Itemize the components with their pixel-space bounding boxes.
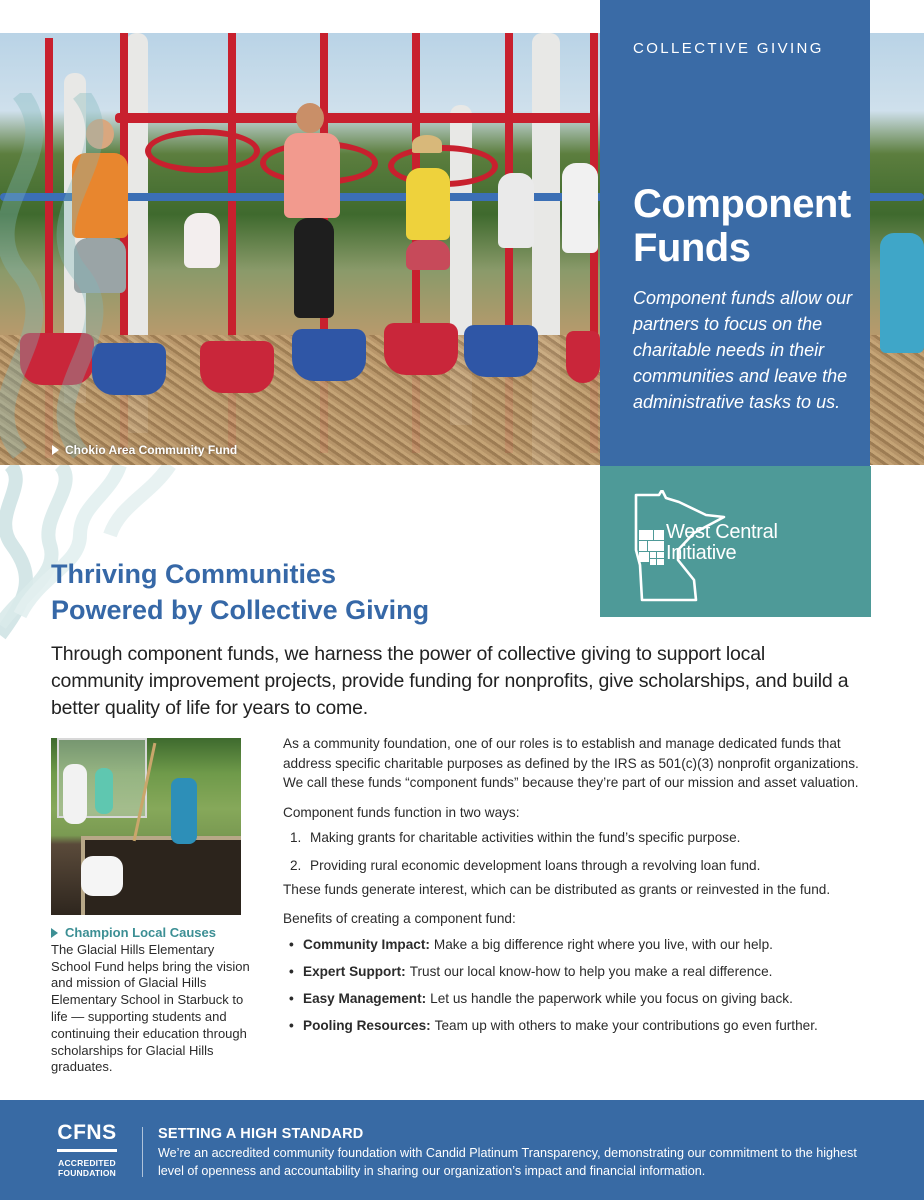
logo-line: West Central: [666, 521, 778, 543]
photo-detail: [95, 768, 113, 814]
side-caption-title: [51, 925, 256, 942]
photo-detail: [406, 168, 450, 240]
footer-divider: [142, 1127, 143, 1177]
bullet-icon: •: [289, 990, 294, 1006]
kicker-label: COLLECTIVE GIVING: [633, 40, 824, 57]
logo-box: [600, 466, 871, 617]
list-item: [283, 989, 863, 1009]
list-item: [283, 828, 863, 848]
title-panel: [600, 0, 870, 466]
list-item: [283, 935, 863, 955]
functions-list: [283, 828, 863, 875]
cfns-badge: [57, 1122, 117, 1178]
photo-detail: [171, 778, 197, 844]
photo-detail: [292, 329, 366, 381]
benefit-text: Trust our local know-how to help you make a real difference.: [409, 963, 773, 979]
benefit-label: Easy Management:: [303, 990, 427, 1006]
lead-paragraph: Through component funds, we harness the power of collective giving to support local community improvement projects, provide funding for nonprofits, give scholarships, and build a better quality of life for years to come.: [51, 643, 849, 719]
photo-detail: [412, 135, 442, 153]
bullet-icon: •: [289, 936, 294, 952]
page-title: [633, 182, 851, 270]
photo-detail: [296, 103, 324, 133]
photo-detail: [562, 163, 598, 253]
list-item: [283, 856, 863, 876]
footer-title: SETTING A HIGH STANDARD: [158, 1126, 364, 1142]
cfns-badge-title: CFNS: [57, 1121, 117, 1144]
list-item-text: Providing rural economic development loans through a revolving loan fund.: [310, 857, 761, 873]
section-headline: [51, 556, 429, 628]
logo-wordmark: [666, 522, 778, 564]
cfns-badge-rule: [57, 1149, 117, 1152]
photo-detail: [115, 113, 595, 123]
wave-decoration-icon: [0, 93, 180, 465]
photo-caption-text: Chokio Area Community Fund: [65, 443, 238, 457]
side-photo: [51, 738, 241, 915]
play-triangle-icon: [52, 445, 59, 455]
list-number: 2.: [290, 857, 302, 873]
benefit-text: Make a big difference right where you live, with our help.: [433, 936, 773, 952]
photo-detail: [294, 218, 334, 318]
list-item: [283, 1016, 863, 1036]
benefit-text: Team up with others to make your contributions go even further.: [434, 1018, 818, 1034]
photo-detail: [184, 213, 220, 268]
photo-detail: [566, 331, 600, 383]
cfns-badge-subtitle: FOUNDATION: [57, 1168, 117, 1178]
footer: [0, 1100, 924, 1200]
side-caption-title-text: Champion Local Causes: [65, 925, 216, 940]
photo-detail: [284, 133, 340, 218]
photo-detail: [200, 341, 274, 393]
cfns-badge-subtitle: ACCREDITED: [58, 1158, 116, 1168]
side-caption-text: The Glacial Hills Elementary School Fund helps bring the vision and mission of Glacial Hills Elementary School in Starbuck to life — supporting students and continuing their education through scholarships for Glacial Hills graduates.: [51, 941, 250, 1075]
photo-detail: [498, 173, 534, 248]
benefit-label: Pooling Resources:: [303, 1018, 431, 1034]
benefits-intro: Benefits of creating a component fund:: [283, 911, 516, 927]
intro-paragraph: As a community foundation, one of our roles is to establish and manage dedicated funds that address specific charitable purposes as defined by the IRS as 501(c)(3) nonprofit organizations. We call these funds “component funds” because they’re part of our mission and asset valuation.: [283, 736, 859, 791]
list-item-text: Making grants for charitable activities within the fund’s specific purpose.: [310, 830, 741, 846]
panel-description: Component funds allow our partners to focus on the charitable needs in their communities and leave the administrative tasks to us.: [633, 288, 853, 412]
body-content: [283, 734, 863, 1043]
page-title-line: Component: [633, 182, 851, 226]
benefit-label: Community Impact:: [303, 936, 430, 952]
bullet-icon: •: [289, 1018, 294, 1034]
photo-detail: [81, 856, 123, 896]
photo-detail: [464, 325, 538, 377]
interest-note: These funds generate interest, which can be distributed as grants or reinvested in the fund.: [283, 881, 831, 897]
benefits-list: [283, 935, 863, 1036]
benefit-label: Expert Support:: [303, 963, 406, 979]
photo-caption: [52, 443, 237, 457]
headline-line: Thriving Communities: [51, 559, 337, 589]
photo-detail: [384, 323, 458, 375]
photo-detail: [880, 233, 924, 353]
headline-line: Powered by Collective Giving: [51, 595, 430, 625]
page-title-line: Funds: [633, 226, 751, 270]
play-triangle-icon: [51, 928, 58, 938]
footer-text: We’re an accredited community foundation with Candid Platinum Transparency, demonstrating our commitment to the highest level of openness and accountability in sharing our organization’s impact and financial information.: [158, 1146, 857, 1178]
functions-intro: Component funds function in two ways:: [283, 804, 520, 820]
photo-detail: [406, 240, 450, 270]
benefit-text: Let us handle the paperwork while you focus on giving back.: [430, 990, 793, 1006]
list-number: 1.: [290, 830, 302, 846]
logo-line: Initiative: [666, 542, 737, 564]
list-item: [283, 962, 863, 982]
photo-detail: [63, 764, 87, 824]
side-caption: [51, 925, 256, 1076]
bullet-icon: •: [289, 963, 294, 979]
